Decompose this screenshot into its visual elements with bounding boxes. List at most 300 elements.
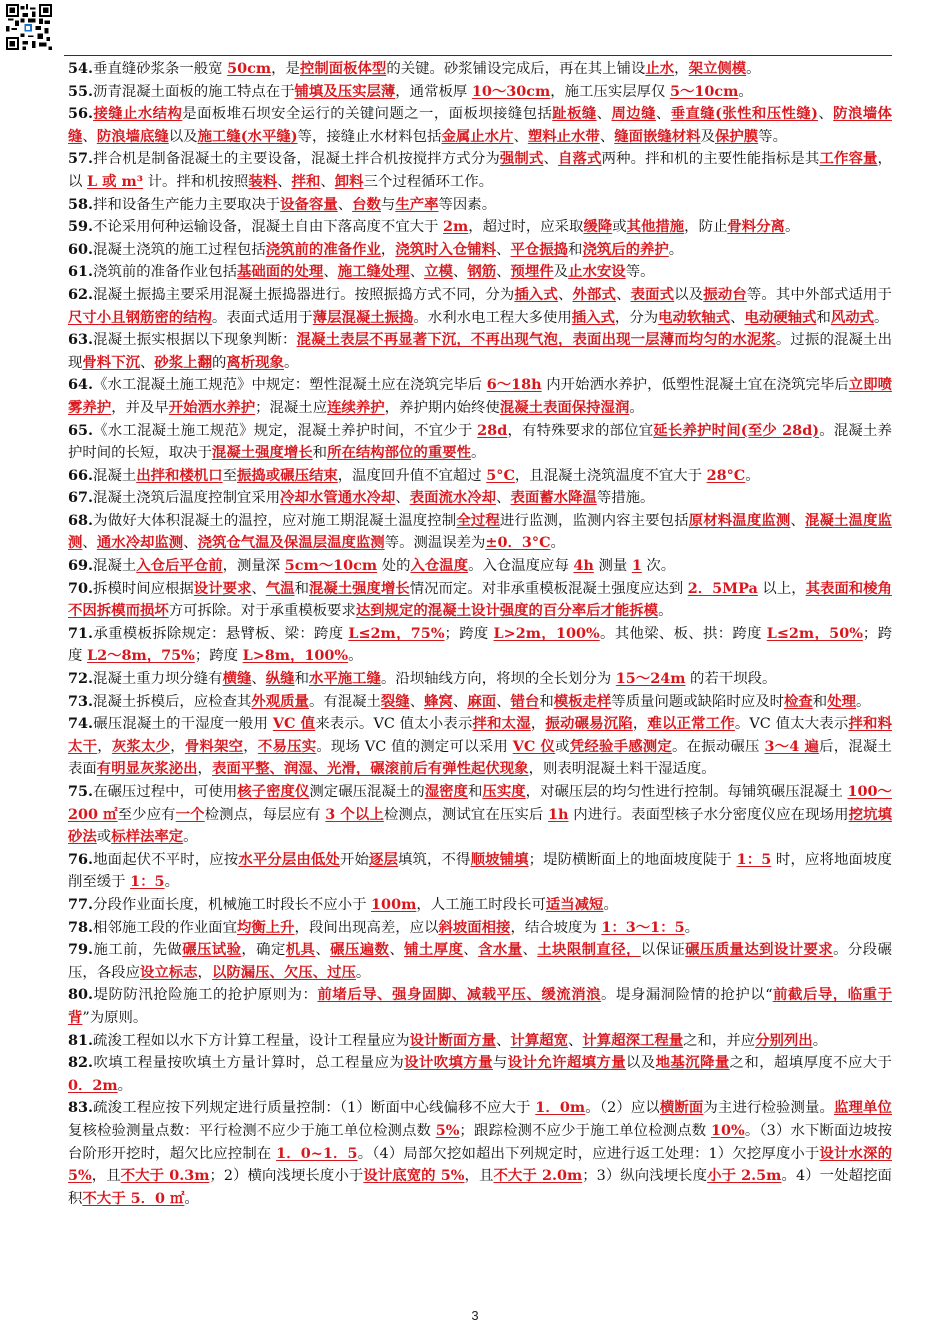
key-term: 表面平整、润湿、光滑，碾滚前后有弹性起伏现象 [211,760,529,778]
key-term: 5% [435,1121,460,1139]
key-term: 地基沉降量 [655,1054,730,1072]
key-term: 挖坑填砂法 [68,805,892,846]
key-term: 5°C [486,466,515,484]
key-term: 一个 [175,805,205,823]
item-number: 70. [68,579,94,597]
key-term: 水平施工缝 [308,670,381,688]
key-term: 立即喷雾养护 [68,376,893,416]
body-text: 。（3）水下断面边坡按台阶形开挖时，超欠比应控制在 [68,1122,893,1162]
item-number: 76. [68,850,94,868]
body-text: 三个过程循环工作。 [363,173,494,190]
body-text: 时，应将地面坡度削至缓于 [68,851,892,891]
body-text: 吹填工程量按吹填土方量计算时，总工程量应为 [93,1055,405,1072]
body-text: ， [170,738,185,755]
body-text: 分段作业面长度，机械施工时段长不应小于 [93,896,372,913]
item-number: 80. [68,986,94,1004]
key-term: 所在结构部位的重要性 [327,444,471,462]
body-text: 或 [555,738,570,755]
item-number: 54. [68,60,94,77]
body-text: 。 [550,535,565,552]
item-number: 61. [68,263,94,281]
item-number: 75. [68,783,94,800]
body-text: ；跨度 [444,625,494,642]
key-term: 外观质量 [251,692,309,710]
body-text: 施工前，先做 [93,942,183,959]
paragraph [68,1097,892,1210]
key-term: 顺坡铺填 [470,850,529,868]
body-text: 。 [745,467,760,484]
body-text: 和 [812,693,828,710]
body-text: 等质量问题或缺陷时应及时 [611,693,784,710]
key-term: 压实度 [482,783,526,800]
key-term: 振动碾易沉陷 [545,715,633,733]
key-term: 拌和太湿 [472,715,531,733]
item-number: 73. [68,692,94,710]
body-text: ， [197,761,212,778]
body-text: 。 [471,445,486,462]
key-term: 裂缝 [380,692,410,710]
key-term: 0．2m [68,1076,118,1094]
key-term: 凭经验手感测定 [569,737,673,755]
item-number: 79. [68,941,94,959]
key-term: 拌和 [291,172,321,190]
body-text: 及 [700,128,715,145]
key-term: 连续养护 [327,398,385,416]
body-text: 等。 [758,128,787,145]
key-term: 4h [573,557,594,575]
body-text: 。 [183,829,198,846]
body-text: 测定碾压混凝土的 [309,784,425,800]
key-term: 表面流水冷却 [409,489,497,507]
body-text: 混凝土重力坝分缝有 [93,671,223,688]
body-text: 、 [320,173,335,190]
key-term: 小于 2.5m [707,1167,782,1185]
body-text: 、 [251,671,266,688]
body-text: 。（4）局部欠挖如超出下列规定时，应进行返工处理：1）欠挖厚度小于 [357,1145,820,1162]
key-term: 接缝止水结构 [93,105,183,123]
body-text: ，且 [91,1168,121,1185]
key-term: 分别列出 [755,1031,813,1049]
body-text: 之和，超填厚度不应大于 [729,1055,892,1072]
body-text: 等。测温误差为 [384,535,486,552]
body-text: ， [197,964,212,981]
key-term: 插入式 [571,308,615,326]
key-term: 碾压遍数 [330,941,390,959]
body-text: ，且 [464,1168,494,1185]
key-term: 趾板缝 [552,105,597,123]
key-term: 以防漏压、欠压、过压 [211,963,356,981]
key-term: 工作容量 [819,150,878,168]
body-text: 和 [312,445,328,462]
body-text: 情况而定。对非承重模板混凝土强度应达到 [409,580,688,597]
key-term: 周边缝 [611,105,656,123]
item-number: 66. [68,466,94,484]
body-text: ， [380,241,396,258]
key-term: 缝面嵌缝材料 [614,127,701,145]
item-number: 56. [68,105,94,123]
item-number: 72. [68,670,94,688]
body-text: ，人工施工时段长可 [416,896,546,913]
key-term: 防浪墙体缝 [68,105,892,145]
key-term: 骨料架空 [184,737,244,755]
body-text: 混凝土振实根据以下现象判断： [93,332,297,349]
key-term: 100m [371,895,417,913]
body-text: 、 [616,286,631,303]
key-term: 表面式 [630,285,675,303]
key-term: 设计水深的 5% [68,1144,892,1185]
body-text: 垂直缝砂浆条一般宽 [93,61,228,77]
key-term: 强制式 [499,150,544,168]
body-text: ， [674,61,689,77]
body-text: 、 [323,264,338,281]
body-text: 的若干坝段。 [685,671,777,688]
paragraph [68,465,892,488]
body-text: ，则表明混凝土料干湿适度。 [528,761,716,778]
key-term: 尺寸小且钢筋密的结构 [68,308,212,326]
paragraph [68,713,892,781]
body-text: 混凝土 [93,558,137,575]
body-text: 以保证 [640,942,686,959]
body-text: ；堤防横断面上的地面坡度陡于 [528,851,737,868]
paragraph [68,194,892,217]
key-term: 入仓温度 [410,557,469,575]
key-term: 横缝 [222,670,252,688]
key-term: ±0．3°C [485,534,551,552]
body-text: 、 [496,241,511,258]
body-text: 。 [348,648,363,665]
body-text: ；3）纵向浅埂长度 [582,1168,708,1185]
key-term: 计算超深工程量 [582,1031,684,1049]
key-term: 均衡上升 [236,918,295,936]
key-term: L≤2m，50% [766,624,863,642]
item-number: 63. [68,331,94,349]
body-text: 检测点，每层应有 [204,806,326,823]
item-number: 69. [68,557,94,575]
body-text: 以上， [757,580,806,597]
body-text: ；跨度 [68,625,892,665]
body-text: 混凝土拆模后，应检查其 [93,693,252,710]
body-text: 或 [612,219,627,236]
key-term: L≤2m，75% [348,624,445,642]
key-term: 不易压实 [257,737,317,755]
body-text: 、 [463,942,479,959]
body-text: 、 [452,264,468,281]
body-text: 。其他梁、板、拱：跨度 [599,625,767,642]
key-term: 平仓振捣 [510,240,569,258]
key-term: 止水安设 [568,263,626,281]
body-text: 复核检验测量点数：平行检测不应少于施工单位检测点数 [68,1122,436,1139]
key-term: 灰浆太少 [111,737,171,755]
key-term: 全过程 [456,511,500,529]
body-text: 与 [380,196,396,213]
body-text: 、 [557,286,573,303]
body-text: ，结合坡度为 [510,919,602,936]
body-text: 、 [817,106,834,123]
body-text: 等。 [625,264,655,281]
body-text: 、 [522,942,538,959]
body-text: 。堤身漏洞险情的抢护以“ [601,987,773,1004]
key-term: 原材料温度监测 [688,511,791,529]
key-term: 设备容量 [280,195,338,213]
key-term: 立模 [424,263,453,281]
body-text: 和 [816,309,831,326]
key-term: 不大于 0.3m [120,1167,210,1185]
body-text: 等措施。 [596,490,655,507]
body-text: 填筑，不得 [398,851,471,868]
key-term: 1．0m [535,1099,586,1117]
body-text: 、 [82,128,97,145]
body-text: 在碾压过程中，可使用 [93,784,238,800]
paragraph [68,420,892,465]
body-text: ，超过时，应采取 [468,219,584,236]
body-text: ，测量深 [222,558,285,575]
body-text: 和 [294,580,309,597]
key-term: 浇筑仓气温及保温层温度监测 [197,534,385,552]
body-text: 。（2）应以 [585,1100,660,1117]
key-term: 垂直缝(张性和压性缝) [670,105,818,123]
key-term: 1．0~1．5 [276,1144,358,1162]
key-term: 入仓后平仓前 [136,557,223,575]
body-text: 进行监测，监测内容主要包括 [499,512,689,529]
body-text: 检测点，测试宜在压实后 [383,806,549,823]
item-number: 83. [68,1099,94,1117]
body-text: 、 [277,173,292,190]
body-text: ，对碾压层的均匀性进行控制。每铺筑碾压混凝土 [525,784,848,800]
body-text: 拌和设备生产能力主要取决于 [93,196,281,213]
key-term: 风动式 [830,308,875,326]
body-text: 方可拆除。对于承重模板要求 [168,603,356,620]
body-text: 。 [746,61,761,77]
key-term: 15～24m [615,670,686,688]
key-term: L>2m，100% [493,624,600,642]
key-term: 止水 [645,60,675,77]
body-text: 等。其中外部式适用于 [746,286,892,303]
body-text: 、 [315,942,331,959]
key-term: 气温 [265,579,295,597]
key-term: 1h [548,805,569,823]
item-number: 62. [68,285,94,303]
body-text: 。 [164,874,179,891]
key-term: 骨料分离 [727,218,785,236]
body-text: 、 [568,1032,583,1049]
body-text: 以及 [626,1055,656,1072]
body-text: 。VC 值太大表示 [734,716,849,733]
key-term: 横断面 [659,1099,704,1117]
key-term: 电动硬轴式 [744,308,817,326]
body-text: 、 [139,354,155,371]
key-term: 水平分层由低处 [238,850,340,868]
body-text: ；跨度 [194,648,243,665]
body-text: ；混凝土应 [255,399,328,416]
key-term: 基础面的处理 [236,263,324,281]
body-text: 堤防防汛抢险施工的抢护原则为： [93,987,318,1004]
body-text: 。沿坝轴线方向，将坝的全长划分为 [380,671,616,688]
body-text: 浇筑前的准备作业包括 [93,264,237,281]
body-text: 、 [409,264,425,281]
key-term: 出拌和楼机口 [136,466,223,484]
key-term: 1：5 [736,850,772,868]
key-term: 设计要求 [193,579,252,597]
key-term: 2m [443,218,469,236]
paragraph [68,58,892,81]
body-text: 、 [596,106,612,123]
body-text: 混凝土 [93,467,137,484]
paragraph [68,668,892,691]
paragraph [68,623,892,668]
body-text: 开始 [339,851,369,868]
key-term: 其表面和棱角不因拆模而损坏 [68,579,892,620]
paragraph [68,239,892,262]
key-term: 蜂窝 [424,692,453,710]
key-term: 施工缝(水平缝) [197,127,298,145]
key-term: 碾压试验 [182,941,242,959]
body-text: 。现场 VC 值的测定可以采用 [316,738,513,755]
body-text: ，防止 [684,219,728,236]
body-text: 。 [684,919,699,936]
key-term: 10～30cm [471,82,551,100]
body-text: 。 [738,83,753,100]
body-text: 混凝土浇筑的施工过程包括 [93,241,266,258]
item-number: 65. [68,421,94,439]
key-term: 10% [711,1121,745,1139]
body-text: 相邻施工段的作业面宜 [93,919,237,936]
key-term: 检查 [784,692,813,710]
key-term: 机具 [285,941,316,959]
key-term: 振动台 [703,285,747,303]
body-text: 以及 [168,128,198,145]
item-number: 81. [68,1031,94,1049]
key-term: 错台 [510,692,540,710]
key-term: 监理单位 [834,1099,892,1117]
key-term: 开始洒水养护 [168,398,256,416]
key-term: 外部式 [572,285,617,303]
key-term: 表面蓄水降温 [510,489,597,507]
body-text: 。 [117,1077,133,1094]
key-term: L 或 m³ [86,172,144,190]
body-text: 之和，并应 [683,1032,756,1049]
body-text: ，通常板厚 [395,83,472,100]
body-text: 。 [658,603,673,620]
paragraph [68,939,892,984]
body-text: 测量 [593,558,632,575]
item-number: 67. [68,489,94,507]
body-text: 、 [82,535,97,552]
body-text: 、 [496,693,511,710]
key-term: 纵缝 [265,670,295,688]
key-term: 混凝土强度增长 [211,444,313,462]
paragraph [68,487,892,510]
key-term: 5cm～10cm [284,557,378,575]
body-text: 计。拌和机按照 [143,173,249,190]
item-number: 68. [68,511,94,529]
body-text: 混凝土振捣主要采用混凝土振捣器进行。按照振捣方式不同，分为 [93,286,515,303]
body-text: 至 [222,467,237,484]
key-term: 麻面 [467,692,497,710]
body-text: 。 [603,896,618,913]
body-text: 的关键。砂浆铺设完成后，再在其上铺设 [386,61,646,77]
body-text: 、 [513,128,528,145]
item-number: 78. [68,918,94,936]
key-term: 自落式 [557,150,602,168]
key-term: 卸料 [334,172,364,190]
key-term: 防浪墙底缝 [96,127,169,145]
item-number: 58. [68,195,94,213]
body-text: 次。 [641,558,676,575]
key-term: 100～200 ㎡ [68,783,892,823]
body-text: 等，接缝止水材料包括 [297,128,442,145]
key-term: 金属止水片 [441,127,514,145]
key-term: 混凝土表层不再显著下沉，不再出现气泡，表面出现一层薄而均匀的水泥浆 [296,331,776,349]
body-text: 。分段碾压，各段应 [68,942,892,981]
item-number: 57. [68,150,94,168]
body-text: 。 [283,354,299,371]
body-text: 内进行。表面型核子水分密度仪应在现场用 [568,806,849,823]
body-text: 。 [629,399,644,416]
key-term: 3～4 遍 [764,737,820,755]
paragraph [68,849,892,894]
body-text: 拆模时间应根据 [93,580,194,597]
body-text: ， [97,738,112,755]
paragraph [68,329,892,374]
body-text: 等因素。 [438,196,497,213]
header-rule [64,55,892,56]
body-text: 。 [856,693,871,710]
key-term: 缓降 [583,218,613,236]
body-text: 。有混凝土 [308,693,381,710]
key-term: 台数 [352,195,381,213]
key-term: 浇筑时入仓铺料 [395,240,497,258]
key-term: 6～18h [486,376,542,394]
key-term: 其他措施 [626,218,685,236]
key-term: 生产率 [395,195,439,213]
body-text: 碾压混凝土的干湿度一般用 [93,716,273,733]
body-text: 和 [568,241,583,258]
key-term: 不大于 5．0 ㎡ [82,1189,185,1207]
key-term: 含水量 [478,941,523,959]
key-term: 28°C [706,466,746,484]
body-text: 混凝土浇筑后温度控制宜采用 [93,490,281,507]
qr-code-icon [6,4,52,50]
key-term: 计算超宽 [510,1031,568,1049]
key-term: 核子密度仪 [237,783,310,800]
item-number: 77. [68,895,94,913]
body-text: 后，混凝土表面 [68,738,892,778]
key-term: 混凝土表面保持湿润 [499,398,630,416]
key-term: 离析现象 [226,353,284,371]
body-text: 、 [389,942,405,959]
body-text: 沥青混凝土面板的施工特点在于 [93,83,295,100]
body-text: 、 [655,106,671,123]
body-text: 是面板堆石坝安全运行的关键问题之一，面板坝接缝包括 [182,106,553,123]
body-text: ， [530,716,546,733]
body-text: ，并及早 [111,399,169,416]
body-text: 。 [812,1032,828,1049]
body-text: ， [632,716,648,733]
body-text: ，温度回升值不宜超过 [337,467,487,484]
body-text: 。 [355,964,371,981]
key-term: 架立侧模 [688,60,747,77]
paragraph [68,510,892,555]
body-text: ，确定 [241,942,286,959]
key-term: VC 值 [272,715,316,733]
key-term: 3 个以上 [325,805,384,823]
body-text: 、 [183,535,198,552]
key-term: 前堵后导、强身固脚、减载平压、缓流消浪 [317,986,602,1004]
key-term: 1 [631,557,642,575]
key-term: L2～8m，75% [86,647,195,665]
body-text: 承重模板拆除规定：悬臂板、梁：跨度 [93,625,349,642]
key-term: 设立标志 [139,963,198,981]
